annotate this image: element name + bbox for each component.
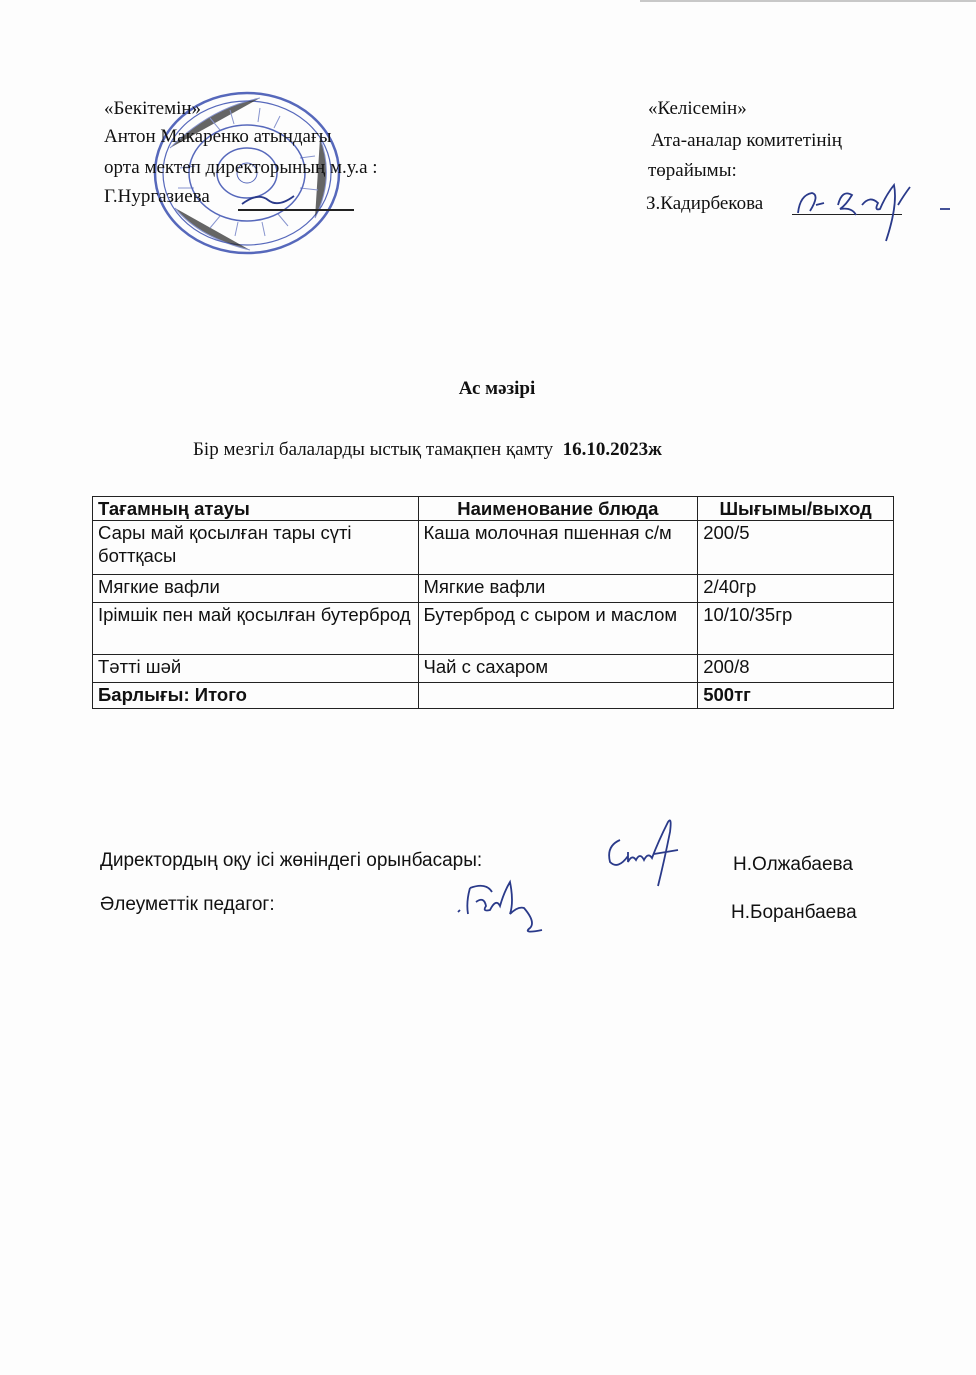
table-row bbox=[93, 575, 894, 603]
subtitle-date: 16.10.2023ж bbox=[562, 439, 662, 460]
table-row bbox=[93, 655, 894, 683]
table-header-row bbox=[93, 497, 894, 521]
subtitle bbox=[193, 438, 662, 462]
cell-output: 200/8 bbox=[698, 655, 894, 683]
cell-output: 10/10/35гр bbox=[698, 603, 894, 655]
director-signature bbox=[238, 188, 298, 210]
pedagogue-role: Әлеуметтік педагог: bbox=[100, 894, 275, 915]
scan-edge-line bbox=[640, 0, 976, 2]
table-row bbox=[93, 521, 894, 575]
approval-line3: Г.Нургазиева bbox=[104, 186, 210, 207]
page-title: Ас мәзірі bbox=[458, 378, 536, 399]
menu-table bbox=[92, 496, 894, 709]
approval-line2: орта мектеп директорының м.у.а : bbox=[104, 157, 378, 178]
cell-output: 2/40гр bbox=[698, 575, 894, 603]
deputy-role: Директордың оқу ісі жөніндегі орынбасары: bbox=[100, 850, 483, 871]
agreement-line3: З.Кадирбекова bbox=[646, 193, 764, 214]
committee-signature bbox=[790, 165, 955, 245]
total-label: Барлығы: Итого bbox=[93, 683, 419, 709]
agreement-line2: төрайымы: bbox=[648, 160, 737, 181]
table-row bbox=[93, 603, 894, 655]
cell-ru: Каша молочная пшенная с/м bbox=[418, 521, 698, 575]
subtitle-text: Бір мезгіл балаларды ыстық тамақпен қамту bbox=[193, 439, 554, 460]
deputy-name: Н.Олжабаева bbox=[733, 854, 853, 875]
cell-ru: Мягкие вафли bbox=[418, 575, 698, 603]
agreement-line1: Ата-аналар комитетінің bbox=[651, 130, 842, 151]
agreement-heading: «Келісемін» bbox=[648, 98, 747, 119]
header-output: Шығымы/выход bbox=[698, 497, 894, 521]
cell-kz: Тәтті шәй bbox=[93, 655, 419, 683]
header-ru-name: Наименование блюда bbox=[418, 497, 698, 521]
total-empty-cell bbox=[418, 683, 698, 709]
total-value: 500тг bbox=[698, 683, 894, 709]
pedagogue-name: Н.Боранбаева bbox=[731, 902, 857, 923]
cell-output: 200/5 bbox=[698, 521, 894, 575]
header-kz-name: Тағамның атауы bbox=[93, 497, 419, 521]
pedagogue-signature bbox=[452, 872, 552, 936]
cell-kz: Ірімшік пен май қосылған бутерброд bbox=[93, 603, 419, 655]
table-total-row bbox=[93, 683, 894, 709]
cell-ru: Бутерброд с сыром и маслом bbox=[418, 603, 698, 655]
deputy-signature bbox=[598, 812, 688, 892]
cell-ru: Чай с сахаром bbox=[418, 655, 698, 683]
approval-line1: Антон Макаренко атындағы bbox=[104, 126, 332, 147]
cell-kz: Сары май қосылған тары сүті боттқасы bbox=[93, 521, 419, 575]
cell-kz: Мягкие вафли bbox=[93, 575, 419, 603]
approval-heading: «Бекітемін» bbox=[104, 98, 202, 119]
